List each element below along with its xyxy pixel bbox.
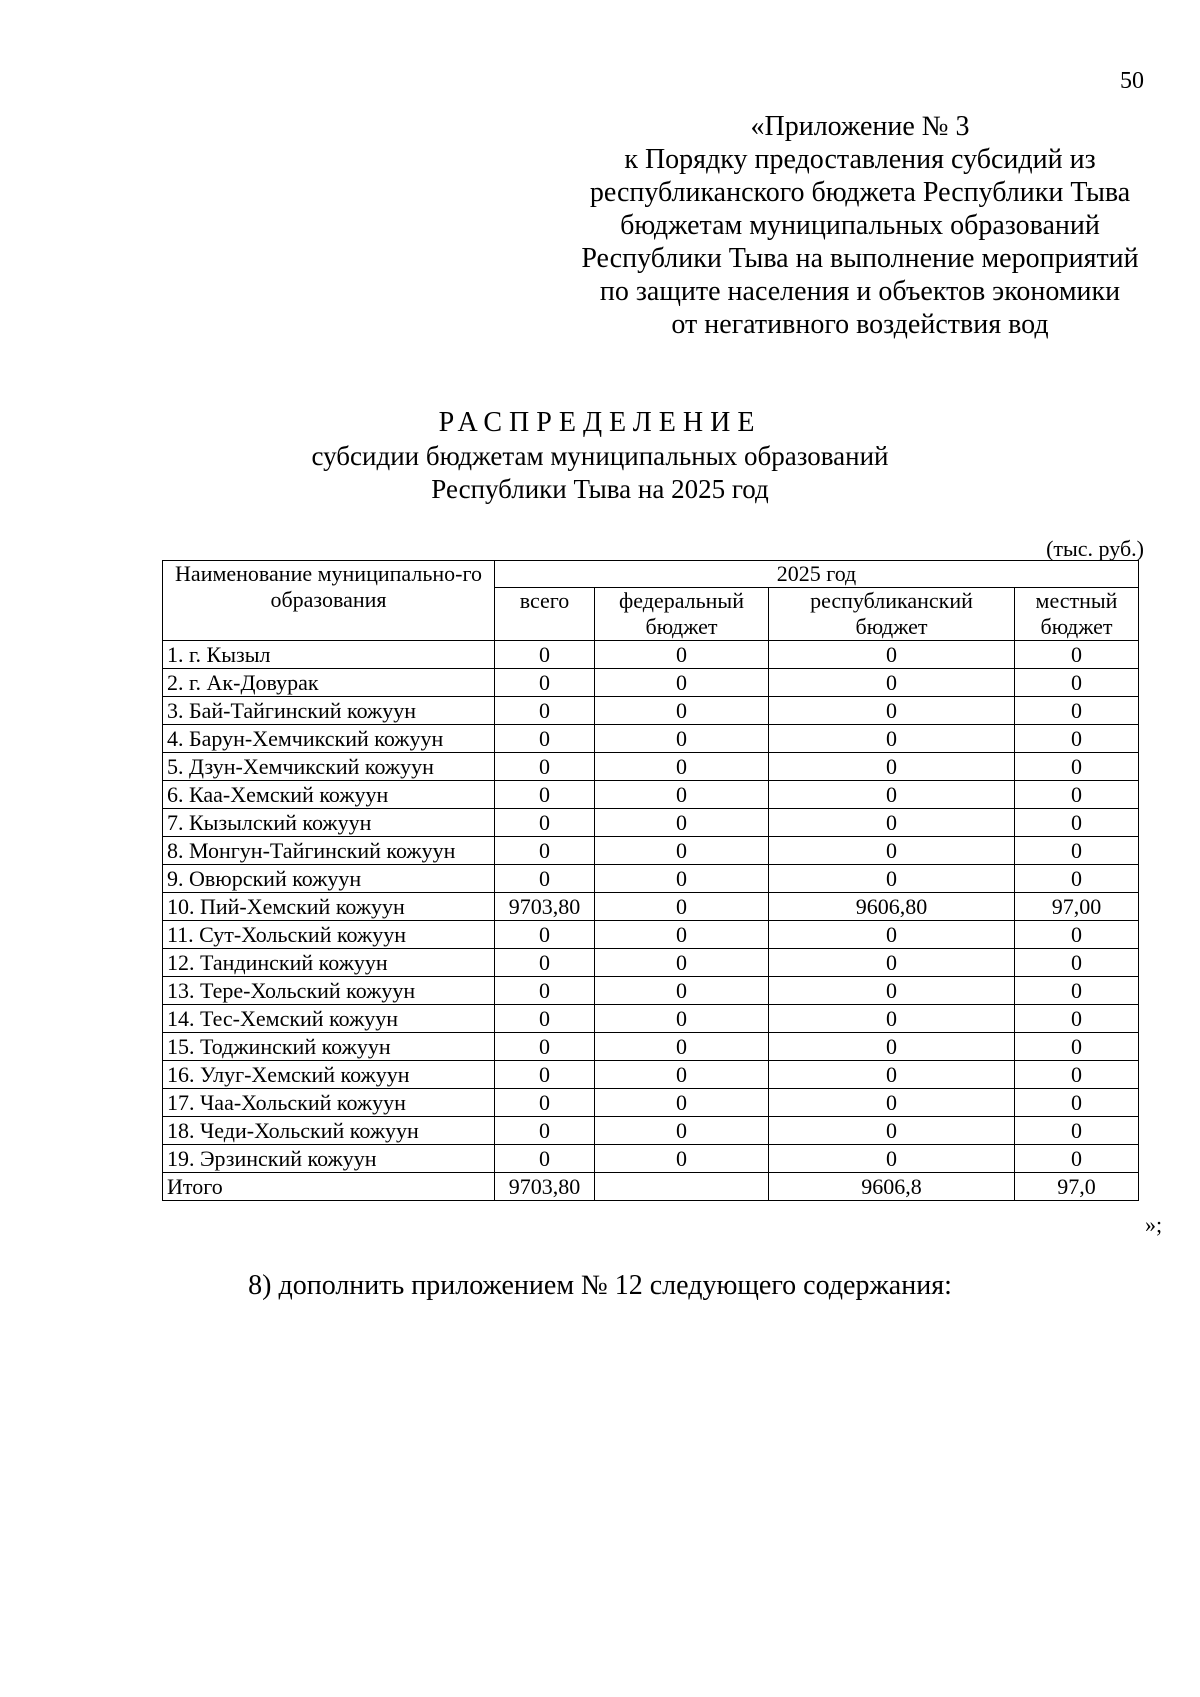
table-row	[163, 781, 1139, 809]
value-local: 0	[1015, 641, 1139, 669]
value-local: 0	[1015, 921, 1139, 949]
value-republic: 0	[769, 725, 1015, 753]
value-local: 0	[1015, 1033, 1139, 1061]
annex-line: от негативного воздействия вод	[671, 309, 1049, 340]
value-republic: 0	[769, 753, 1015, 781]
annex-header	[560, 110, 1160, 341]
value-local: 0	[1015, 725, 1139, 753]
value-republic: 0	[769, 921, 1015, 949]
table-total-row	[163, 1173, 1139, 1201]
value-local: 0	[1015, 1089, 1139, 1117]
value-federal: 0	[595, 1061, 769, 1089]
value-total: 0	[495, 1033, 595, 1061]
value-federal: 0	[595, 1089, 769, 1117]
value-republic: 0	[769, 1117, 1015, 1145]
municipality-name: 15. Тоджинский кожуун	[163, 1033, 495, 1061]
municipality-name: 14. Тес-Хемский кожуун	[163, 1005, 495, 1033]
value-republic: 0	[769, 1061, 1015, 1089]
document-title	[0, 406, 1200, 506]
value-total: 0	[495, 1089, 595, 1117]
value-republic: 9606,80	[769, 893, 1015, 921]
annex-line: республиканского бюджета Республики Тыва	[589, 177, 1131, 208]
value-local: 0	[1015, 837, 1139, 865]
value-republic: 0	[769, 1005, 1015, 1033]
table-row	[163, 809, 1139, 837]
table-row	[163, 641, 1139, 669]
value-republic: 0	[769, 1033, 1015, 1061]
table-row	[163, 1145, 1139, 1173]
closing-quote: »;	[1145, 1212, 1163, 1237]
table-row	[163, 949, 1139, 977]
value-federal: 0	[595, 1005, 769, 1033]
municipality-name: 7. Кызылский кожуун	[163, 809, 495, 837]
value-local: 0	[1015, 1005, 1139, 1033]
table-row	[163, 1033, 1139, 1061]
annex-line: «Приложение № 3	[750, 111, 970, 142]
value-local: 0	[1015, 781, 1139, 809]
value-total: 0	[495, 725, 595, 753]
value-total: 0	[495, 697, 595, 725]
annex-line: бюджетам муниципальных образований	[620, 210, 1100, 241]
header-local: местный бюджет	[1015, 588, 1139, 641]
value-federal: 0	[595, 1145, 769, 1173]
value-federal: 0	[595, 641, 769, 669]
annex-line: Республики Тыва на выполнение мероприятий	[581, 243, 1139, 274]
value-republic: 0	[769, 669, 1015, 697]
value-federal: 0	[595, 809, 769, 837]
value-federal: 0	[595, 949, 769, 977]
value-local: 0	[1015, 1145, 1139, 1173]
municipality-name: 3. Бай-Тайгинский кожуун	[163, 697, 495, 725]
value-total: 0	[495, 1117, 595, 1145]
page-number: 50	[1120, 68, 1144, 94]
title-line-1: субсидии бюджетам муниципальных образований	[311, 441, 889, 471]
value-republic: 0	[769, 977, 1015, 1005]
value-republic: 0	[769, 837, 1015, 865]
value-total: 0	[495, 781, 595, 809]
units-label: (тыс. руб.)	[1046, 536, 1144, 561]
header-federal: федеральный бюджет	[595, 588, 769, 641]
value-federal: 0	[595, 753, 769, 781]
header-year: 2025 год	[495, 561, 1139, 588]
table-row	[163, 921, 1139, 949]
value-local: 0	[1015, 753, 1139, 781]
value-federal: 0	[595, 1033, 769, 1061]
table-row	[163, 865, 1139, 893]
table-row	[163, 669, 1139, 697]
value-local: 0	[1015, 1117, 1139, 1145]
municipality-name: 17. Чаа-Хольский кожуун	[163, 1089, 495, 1117]
value-total: 0	[495, 641, 595, 669]
value-republic: 0	[769, 865, 1015, 893]
value-federal: 0	[595, 725, 769, 753]
value-federal: 0	[595, 669, 769, 697]
table-row	[163, 753, 1139, 781]
municipality-name: 6. Каа-Хемский кожуун	[163, 781, 495, 809]
value-federal: 0	[595, 977, 769, 1005]
municipality-name: 4. Барун-Хемчикский кожуун	[163, 725, 495, 753]
title-heading: РАСПРЕДЕЛЕНИЕ	[438, 407, 762, 438]
table-row	[163, 977, 1139, 1005]
value-total: 0	[495, 1061, 595, 1089]
value-local: 0	[1015, 697, 1139, 725]
municipality-name: 12. Тандинский кожуун	[163, 949, 495, 977]
table-row	[163, 893, 1139, 921]
municipality-name: 10. Пий-Хемский кожуун	[163, 893, 495, 921]
value-republic: 0	[769, 949, 1015, 977]
value-total: 0	[495, 1005, 595, 1033]
value-federal: 0	[595, 1117, 769, 1145]
annex-line: к Порядку предоставления субсидий из	[624, 144, 1096, 175]
annex-line: по защите населения и объектов экономики	[599, 276, 1121, 307]
value-total: 0	[495, 977, 595, 1005]
value-total: 0	[495, 669, 595, 697]
title-line-2: Республики Тыва на 2025 год	[431, 474, 769, 504]
table-row	[163, 725, 1139, 753]
table-row	[163, 1061, 1139, 1089]
value-republic: 0	[769, 641, 1015, 669]
value-total: 0	[495, 1145, 595, 1173]
value-local: 0	[1015, 1061, 1139, 1089]
total-value-local: 97,0	[1015, 1173, 1139, 1201]
header-republic: республиканский бюджет	[769, 588, 1015, 641]
value-local: 0	[1015, 809, 1139, 837]
value-total: 0	[495, 837, 595, 865]
table-row	[163, 837, 1139, 865]
municipality-name: 16. Улуг-Хемский кожуун	[163, 1061, 495, 1089]
value-federal: 0	[595, 865, 769, 893]
total-label: Итого	[163, 1173, 495, 1201]
municipality-name: 2. г. Ак-Довурак	[163, 669, 495, 697]
value-local: 0	[1015, 865, 1139, 893]
value-total: 0	[495, 753, 595, 781]
table-row	[163, 697, 1139, 725]
municipality-name: 9. Овюрский кожуун	[163, 865, 495, 893]
municipality-name: 1. г. Кызыл	[163, 641, 495, 669]
value-federal: 0	[595, 893, 769, 921]
value-republic: 0	[769, 781, 1015, 809]
value-republic: 0	[769, 1145, 1015, 1173]
municipality-name: 11. Сут-Хольский кожуун	[163, 921, 495, 949]
value-total: 0	[495, 865, 595, 893]
municipality-name: 5. Дзун-Хемчикский кожуун	[163, 753, 495, 781]
table-row	[163, 1089, 1139, 1117]
value-local: 0	[1015, 949, 1139, 977]
municipality-name: 18. Чеди-Хольский кожуун	[163, 1117, 495, 1145]
value-local: 0	[1015, 669, 1139, 697]
municipality-name: 19. Эрзинский кожуун	[163, 1145, 495, 1173]
value-local: 0	[1015, 977, 1139, 1005]
total-value-total: 9703,80	[495, 1173, 595, 1201]
distribution-table	[162, 560, 1139, 1201]
value-total: 0	[495, 809, 595, 837]
value-total: 0	[495, 921, 595, 949]
total-value-republic: 9606,8	[769, 1173, 1015, 1201]
header-municipality: Наименование муниципально-го образования	[163, 561, 495, 641]
municipality-name: 8. Монгун-Тайгинский кожуун	[163, 837, 495, 865]
amendment-text: 8) дополнить приложением № 12 следующего содержания:	[248, 1270, 952, 1301]
value-republic: 0	[769, 697, 1015, 725]
value-republic: 0	[769, 809, 1015, 837]
municipality-name: 13. Тере-Хольский кожуун	[163, 977, 495, 1005]
value-federal: 0	[595, 781, 769, 809]
value-total: 0	[495, 949, 595, 977]
table-row	[163, 1117, 1139, 1145]
value-federal: 0	[595, 697, 769, 725]
header-total: всего	[495, 588, 595, 641]
value-local: 97,00	[1015, 893, 1139, 921]
value-federal: 0	[595, 837, 769, 865]
total-value-federal	[595, 1173, 769, 1201]
value-republic: 0	[769, 1089, 1015, 1117]
table-row	[163, 1005, 1139, 1033]
value-federal: 0	[595, 921, 769, 949]
value-total: 9703,80	[495, 893, 595, 921]
